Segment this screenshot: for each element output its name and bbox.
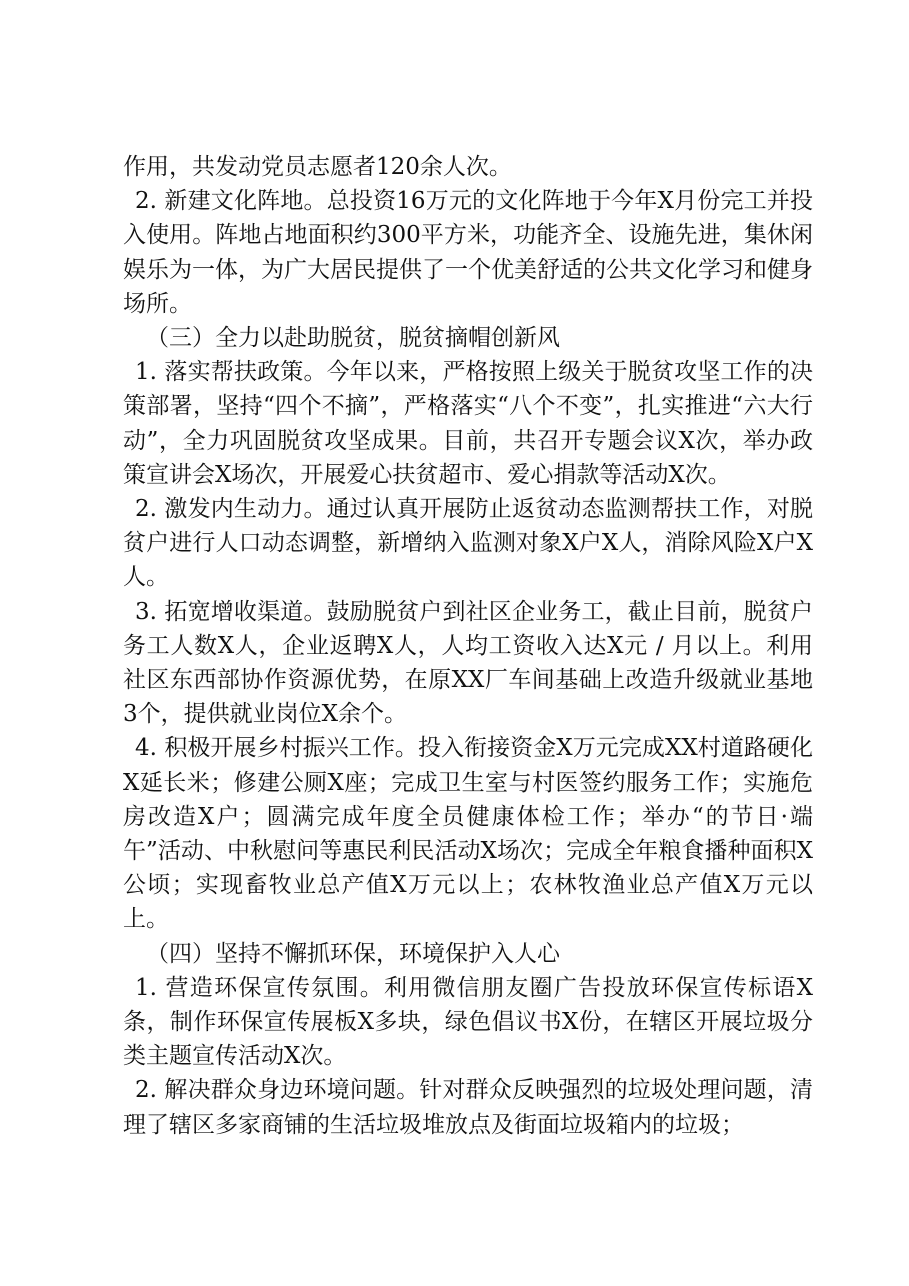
paragraph-item-environment-issues: 2. 解决群众身边环境问题。针对群众反映强烈的垃圾处理问题，清理了辖区多家商铺的生活垃圾堆放点及街面垃圾箱内的垃圾；: [123, 1077, 813, 1138]
document-body: [123, 150, 813, 1142]
paragraph-item-income: 3. 拓宽增收渠道。鼓励脱贫户到社区企业务工，截止目前，脱贫户务工人数X人，企业返聘X人，人均工资收入达X元 / 月以上。利用社区东西部协作资源优势，在原XX厂车间基础上改造升级就业基地3个，提供就业岗位X余个。: [123, 598, 813, 728]
paragraph-item-motivation: 2. 激发内生动力。通过认真开展防止返贫动态监测帮扶工作，对脱贫户进行人口动态调整，新增纳入监测对象X户X人，消除风险X户X人。: [123, 496, 813, 591]
paragraph-item-rural-revitalization: 4. 积极开展乡村振兴工作。投入衔接资金X万元完成XX村道路硬化X延长米；修建公厕X座；完成卫生室与村医签约服务工作；实施危房改造X户；圆满完成年度全员健康体检工作；举办“的节日·端午”活动、中秋慰问等惠民利民活动X场次；完成全年粮食播种面积X公顷；实现畜牧业总产值X万元以上；农林牧渔业总产值X万元以上。: [123, 735, 813, 933]
paragraph-continuation: 作用，共发动党员志愿者120余人次。: [123, 154, 512, 180]
section-heading-poverty: （三）全力以赴助脱贫，脱贫摘帽创新风: [146, 325, 560, 352]
paragraph-item-policy: 1. 落实帮扶政策。今年以来，严格按照上级关于脱贫攻坚工作的决策部署，坚持“四个不摘”，严格落实“八个不变”，扎实推进“六大行动”，全力巩固脱贫攻坚成果。目前，共召开专题会议X次，举办政策宣讲会X场次，开展爱心扶贫超市、爱心捐款等活动X次。: [123, 359, 813, 488]
section-heading-environment: （四）坚持不懈抓环保，环境保护入人心: [146, 940, 560, 967]
paragraph-item-culture-venue: 2. 新建文化阵地。总投资16万元的文化阵地于今年X月份完工并投入使用。阵地占地面积约300平方米，功能齐全、设施先进，集休闲娱乐为一体，为广大居民提供了一个优美舒适的公共文化学习和健身场所。: [123, 188, 813, 317]
paragraph-item-eco-publicity: 1. 营造环保宣传氛围。利用微信朋友圈广告投放环保宣传标语X条，制作环保宣传展板X多块，绿色倡议书X份，在辖区开展垃圾分类主题宣传活动X次。: [123, 974, 813, 1070]
